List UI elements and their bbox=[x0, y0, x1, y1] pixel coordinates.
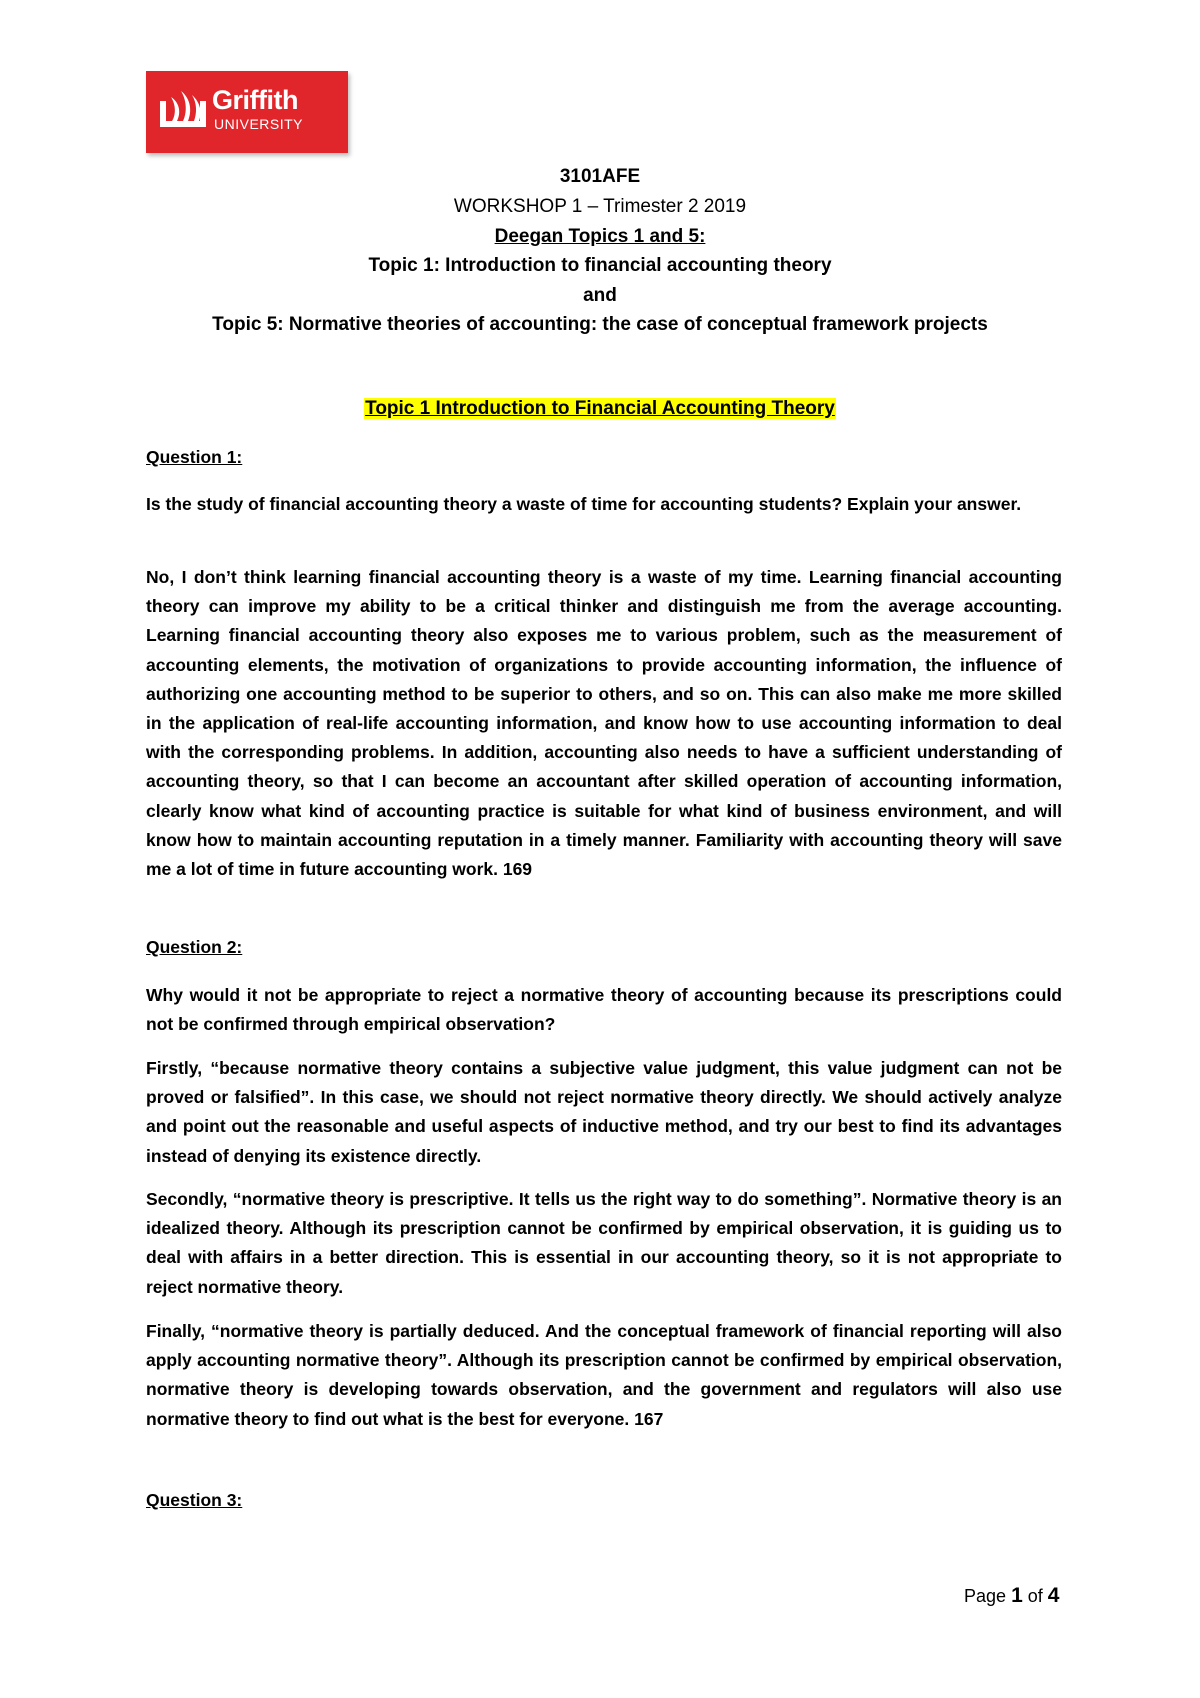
course-code: 3101AFE bbox=[559, 166, 641, 187]
and-connector: and bbox=[583, 285, 617, 306]
page-of-label: of bbox=[1027, 1586, 1043, 1606]
page-current: 1 bbox=[1011, 1584, 1023, 1607]
reading-reference: Deegan Topics 1 and 5: bbox=[494, 226, 706, 247]
section-title bbox=[0, 398, 1200, 420]
logo-subtitle: UNIVERSITY bbox=[214, 116, 304, 132]
question-2-answer-p1: Firstly, “because normative theory contains a subjective value judgment, this value judgment can not be proved or falsified”. In this case, we should not reject normative theory directly. We should actively analyze and point out the reasonable and useful aspects of inductive method, and try our best to find its advantages instead of denying its existence directly. bbox=[146, 1058, 1062, 1166]
section-title-text: Topic 1 Introduction to Financial Accounting Theory bbox=[365, 398, 835, 419]
griffith-logo bbox=[146, 71, 348, 153]
workshop-title: WORKSHOP 1 – Trimester 2 2019 bbox=[453, 196, 747, 217]
question-1-text: Is the study of financial accounting theory a waste of time for accounting students? Explain your answer. bbox=[146, 494, 1022, 514]
question-2-text: Why would it not be appropriate to reject a normative theory of accounting because its prescriptions could not be confirmed through empirical observation? bbox=[146, 985, 1062, 1035]
question-2-answer-p3: Finally, “normative theory is partially deduced. And the conceptual framework of financial reporting will also apply accounting normative theory”. Although its prescription cannot be confirmed by empirical observation, normative theory is developing towards observation, and the government and regulators will also use normative theory to find out what is the best for everyone. 167 bbox=[146, 1321, 1062, 1429]
page-number bbox=[964, 1584, 1059, 1608]
logo-wordmark: Griffith bbox=[212, 85, 298, 115]
page-total: 4 bbox=[1047, 1584, 1060, 1607]
topic5-heading: Topic 5: Normative theories of accounting: the case of conceptual framework projects bbox=[212, 314, 988, 335]
page-label: Page bbox=[964, 1586, 1007, 1606]
question-2-answer-p2: Secondly, “normative theory is prescriptive. It tells us the right way to do something”. Normative theory is an idealized theory. Although its prescription cannot be confirmed by empirical observation, it is guiding us to deal with affairs in a better direction. This is essential in our accounting theory, so it is not appropriate to reject normative theory. bbox=[146, 1189, 1062, 1297]
question-3-heading: Question 3: bbox=[146, 1490, 243, 1510]
question-1-answer: No, I don’t think learning financial accounting theory is a waste of my time. Learning financial accounting theory can improve my ability to be a critical thinker and distinguish me from the average accounting. Learning financial accounting theory also exposes me to various problem, such as the measurement of accounting elements, the motivation of organizations to provide accounting information, the influence of authorizing one accounting method to be superior to others, and so on. This can also make me more skilled in the application of real-life accounting information, and know how to use accounting information to deal with the corresponding problems. In addition, accounting also needs to have a sufficient understanding of accounting theory, so that I can become an accountant after skilled operation of accounting information, clearly know what kind of accounting practice is suitable for what kind of business environment, and will know how to maintain accounting reputation in a timely manner. Familiarity with accounting theory will save me a lot of time in future accounting work. 169 bbox=[146, 567, 1062, 880]
question-1-heading: Question 1: bbox=[146, 447, 243, 467]
topic1-heading: Topic 1: Introduction to financial accounting theory bbox=[368, 255, 832, 276]
griffith-crest-icon bbox=[158, 87, 212, 135]
question-2-heading: Question 2: bbox=[146, 937, 243, 957]
